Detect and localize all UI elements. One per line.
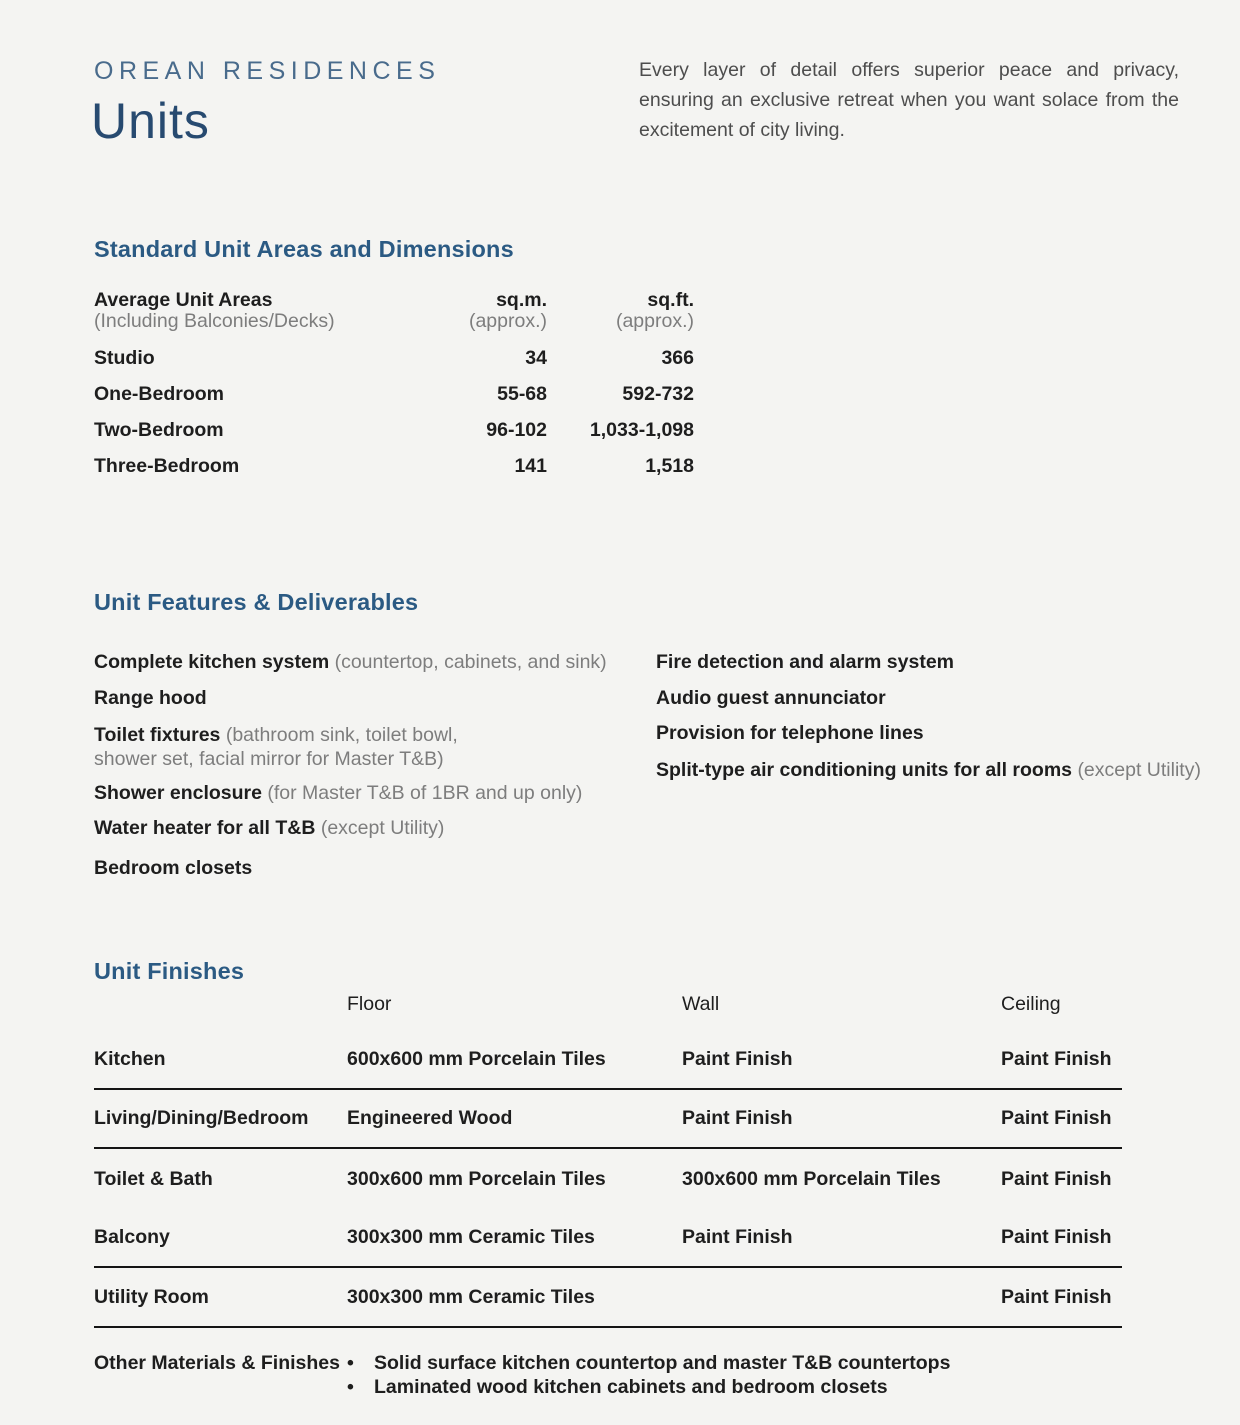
- feature-item: [656, 650, 1216, 674]
- room-label: Kitchen: [94, 1031, 347, 1089]
- ceiling-finish: Paint Finish: [1001, 1267, 1122, 1327]
- sqft-value: 366: [661, 346, 694, 369]
- finishes-header-row: [94, 993, 1122, 1031]
- floor-finish: 600x600 mm Porcelain Tiles: [347, 1031, 682, 1089]
- feature-main: Split-type air conditioning units for all rooms: [656, 759, 1073, 781]
- room-label: Utility Room: [94, 1267, 347, 1327]
- table-row: [94, 412, 694, 448]
- table-row: [94, 1267, 1122, 1327]
- floor-finish: 300x300 mm Ceramic Tiles: [347, 1209, 682, 1267]
- unit-finishes-table: [94, 993, 1122, 1328]
- finishes-header-room: [94, 993, 347, 1031]
- feature-item: [94, 816, 654, 840]
- unit-type: Studio: [94, 346, 155, 369]
- ceiling-finish: Paint Finish: [1001, 1167, 1112, 1190]
- floor-finish: Engineered Wood: [347, 1089, 682, 1148]
- feature-main: Water heater for all T&B: [94, 817, 316, 839]
- room-label: Living/Dining/Bedroom: [94, 1089, 347, 1148]
- feature-main: Provision for telephone lines: [656, 722, 924, 744]
- intro-paragraph: Every layer of detail offers superior peace and privacy, ensuring an exclusive retreat when you want solace from the excitement of city living.: [639, 59, 1179, 141]
- feature-main: Fire detection and alarm system: [656, 651, 955, 673]
- table-row: [94, 376, 694, 412]
- brand-logo-name: OREAN RESIDENCES: [94, 57, 441, 85]
- table-row: [94, 1089, 1122, 1148]
- wall-finish: Paint Finish: [682, 1031, 1001, 1089]
- bullet-text: Laminated wood kitchen cabinets and bedroom closets: [374, 1376, 888, 1398]
- areas-header-sqm: [354, 289, 547, 340]
- areas-header-label: [94, 289, 354, 340]
- finishes-header-floor: Floor: [347, 993, 392, 1015]
- table-row: [94, 1148, 1122, 1209]
- page-title: Units: [91, 93, 210, 149]
- feature-main: Range hood: [94, 687, 207, 709]
- wall-finish: [682, 1267, 1001, 1327]
- feature-item: [656, 721, 1216, 745]
- sqft-value: 1,033-1,098: [589, 418, 694, 441]
- wall-finish: Paint Finish: [682, 1209, 1001, 1267]
- feature-note: (for Master T&B of 1BR and up only): [267, 782, 583, 804]
- sqm-title: sq.m.: [496, 289, 547, 311]
- ceiling-finish: Paint Finish: [1001, 1209, 1122, 1267]
- feature-item: [94, 781, 654, 805]
- sqft-value: 592-732: [622, 382, 694, 405]
- floor-finish: 300x300 mm Ceramic Tiles: [347, 1267, 682, 1327]
- feature-note: (countertop, cabinets, and sink): [334, 651, 607, 673]
- sqft-value: 1,518: [645, 454, 694, 477]
- bullet-icon: •: [347, 1376, 354, 1398]
- sqm-value: 55-68: [497, 382, 547, 405]
- list-item: [347, 1375, 1047, 1399]
- section-heading-finishes: Unit Finishes: [94, 958, 245, 984]
- unit-areas-table: [94, 289, 694, 484]
- table-row: [94, 1031, 1122, 1089]
- list-item: [347, 1351, 1047, 1375]
- table-row: [94, 448, 694, 484]
- unit-type: One-Bedroom: [94, 382, 225, 405]
- feature-item: [656, 758, 1216, 782]
- feature-item: [94, 686, 654, 710]
- sqm-value: 141: [514, 454, 547, 477]
- other-materials-list: [347, 1351, 1047, 1399]
- sqft-subtitle: (approx.): [615, 310, 694, 332]
- feature-item: [94, 856, 654, 880]
- table-row: [94, 340, 694, 376]
- feature-item: [94, 723, 494, 771]
- feature-main: Shower enclosure: [94, 782, 262, 804]
- sqm-value: 96-102: [486, 418, 547, 441]
- sqm-subtitle: (approx.): [468, 310, 547, 332]
- finishes-header-ceiling: Ceiling: [1001, 993, 1061, 1015]
- feature-note: (bathroom sink, toilet bowl, shower set, facial mirror for Master T&B): [94, 724, 458, 770]
- table-row: [94, 1209, 1122, 1267]
- section-heading-features: Unit Features & Deliverables: [94, 589, 419, 615]
- floor-finish: 300x600 mm Porcelain Tiles: [347, 1167, 606, 1190]
- unit-type: Two-Bedroom: [94, 418, 224, 441]
- feature-note: (except Utility): [320, 817, 445, 839]
- feature-item: [656, 686, 1216, 710]
- feature-main: Audio guest annunciator: [656, 687, 886, 709]
- wall-finish: Paint Finish: [682, 1089, 1001, 1148]
- ceiling-finish: Paint Finish: [1001, 1031, 1122, 1089]
- feature-item: [94, 650, 654, 674]
- ceiling-finish: Paint Finish: [1001, 1089, 1122, 1148]
- unit-type: Three-Bedroom: [94, 454, 240, 477]
- finishes-header-wall: Wall: [682, 993, 720, 1015]
- wall-finish: 300x600 mm Porcelain Tiles: [682, 1167, 941, 1190]
- areas-label-subtitle: (Including Balconies/Decks): [94, 310, 335, 332]
- section-heading-areas: Standard Unit Areas and Dimensions: [94, 236, 514, 262]
- feature-main: Complete kitchen system: [94, 651, 330, 673]
- sqm-value: 34: [525, 346, 547, 369]
- feature-note: (except Utility): [1077, 759, 1201, 781]
- sqft-title: sq.ft.: [647, 289, 694, 311]
- bullet-text: Solid surface kitchen countertop and master T&B countertops: [374, 1352, 951, 1374]
- feature-main: Bedroom closets: [94, 857, 253, 879]
- room-label: Balcony: [94, 1209, 347, 1267]
- areas-label-title: Average Unit Areas: [94, 289, 273, 311]
- other-materials-label: Other Materials & Finishes: [94, 1352, 340, 1374]
- room-label: Toilet & Bath: [94, 1167, 213, 1190]
- bullet-icon: •: [347, 1352, 354, 1374]
- feature-main: Toilet fixtures: [94, 724, 221, 746]
- areas-header-sqft: [547, 289, 694, 340]
- areas-header-row: [94, 289, 694, 340]
